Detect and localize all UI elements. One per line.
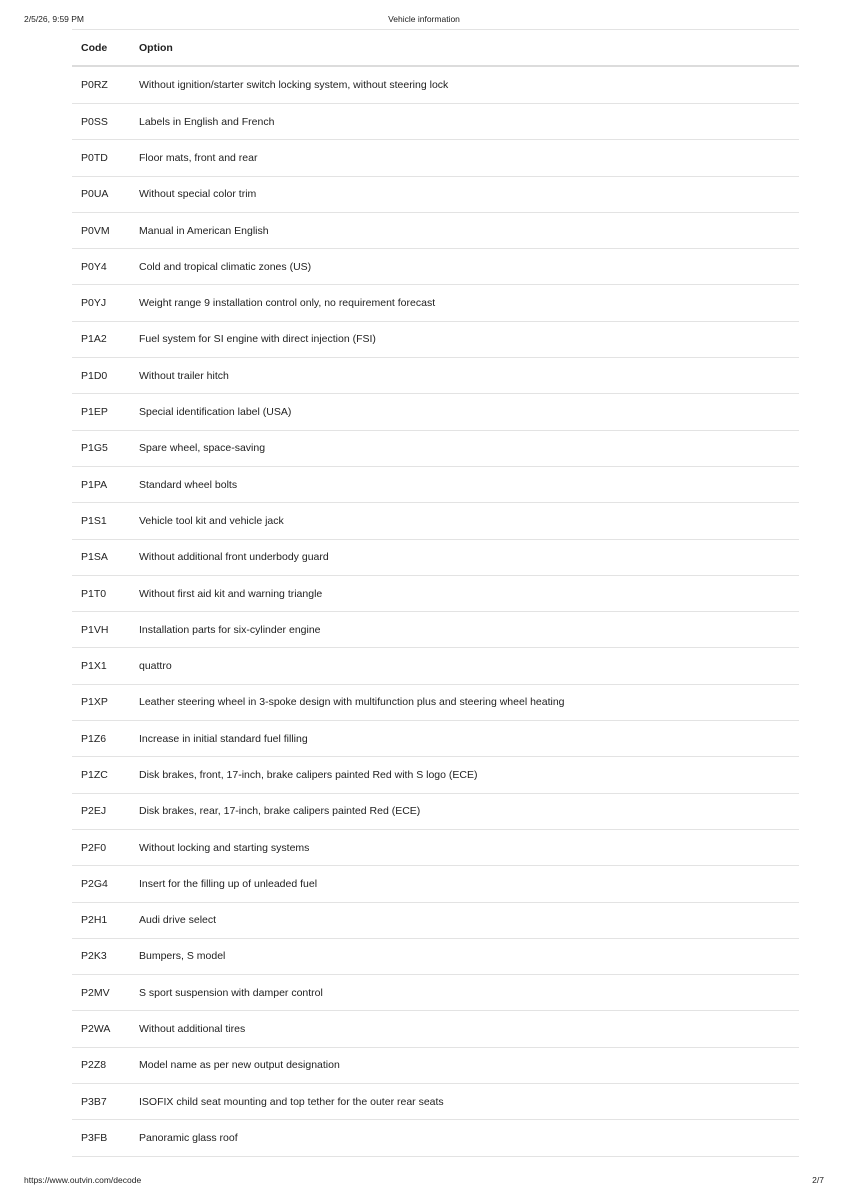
option-description: Without additional tires (130, 1011, 799, 1047)
table-row (72, 176, 799, 212)
table-row (72, 793, 799, 829)
option-code: P2Z8 (72, 1047, 130, 1083)
option-description: Disk brakes, rear, 17-inch, brake calipers painted Red (ECE) (130, 793, 799, 829)
option-description: Installation parts for six-cylinder engine (130, 612, 799, 648)
table-body (72, 66, 799, 1156)
table-row (72, 829, 799, 865)
option-description: Standard wheel bolts (130, 466, 799, 502)
option-description: Without ignition/starter switch locking system, without steering lock (130, 66, 799, 104)
table-row (72, 466, 799, 502)
table-row (72, 358, 799, 394)
option-description: ISOFIX child seat mounting and top tether for the outer rear seats (130, 1084, 799, 1120)
table-row (72, 575, 799, 611)
table-row (72, 394, 799, 430)
option-description: Bumpers, S model (130, 938, 799, 974)
option-description: Labels in English and French (130, 104, 799, 140)
option-description: Without first aid kit and warning triangle (130, 575, 799, 611)
table-row (72, 757, 799, 793)
option-description: Insert for the filling up of unleaded fuel (130, 866, 799, 902)
option-description: Without trailer hitch (130, 358, 799, 394)
option-code: P2G4 (72, 866, 130, 902)
option-code: P1X1 (72, 648, 130, 684)
option-code: P1T0 (72, 575, 130, 611)
option-description: Without locking and starting systems (130, 829, 799, 865)
print-url: https://www.outvin.com/decode (24, 1175, 142, 1185)
table-row (72, 66, 799, 104)
option-code: P0VM (72, 212, 130, 248)
option-code: P2K3 (72, 938, 130, 974)
table-row (72, 721, 799, 757)
table-row (72, 684, 799, 720)
table-row (72, 285, 799, 321)
options-table-container (72, 29, 799, 1157)
option-code: P0UA (72, 176, 130, 212)
option-description: quattro (130, 648, 799, 684)
option-description: Spare wheel, space-saving (130, 430, 799, 466)
option-code: P1S1 (72, 503, 130, 539)
option-code: P0SS (72, 104, 130, 140)
print-title: Vehicle information (388, 14, 460, 24)
table-row (72, 539, 799, 575)
option-code: P1EP (72, 394, 130, 430)
table-row (72, 648, 799, 684)
option-code: P1G5 (72, 430, 130, 466)
table-row (72, 212, 799, 248)
option-code: P1VH (72, 612, 130, 648)
option-description: Cold and tropical climatic zones (US) (130, 249, 799, 285)
option-code: P2WA (72, 1011, 130, 1047)
column-header-option: Option (130, 30, 799, 67)
option-description: Panoramic glass roof (130, 1120, 799, 1156)
option-code: P1D0 (72, 358, 130, 394)
option-description: Audi drive select (130, 902, 799, 938)
option-code: P0YJ (72, 285, 130, 321)
table-row (72, 902, 799, 938)
option-code: P2EJ (72, 793, 130, 829)
header-row (72, 30, 799, 67)
option-description: Without additional front underbody guard (130, 539, 799, 575)
print-footer (0, 1175, 848, 1189)
option-code: P1ZC (72, 757, 130, 793)
option-description: Fuel system for SI engine with direct injection (FSI) (130, 321, 799, 357)
table-row (72, 1047, 799, 1083)
option-code: P1A2 (72, 321, 130, 357)
option-description: Weight range 9 installation control only, no requirement forecast (130, 285, 799, 321)
option-code: P0RZ (72, 66, 130, 104)
table-row (72, 321, 799, 357)
table-row (72, 140, 799, 176)
option-description: Increase in initial standard fuel filling (130, 721, 799, 757)
table-row (72, 249, 799, 285)
print-datetime: 2/5/26, 9:59 PM (24, 14, 85, 24)
page-number: 2/7 (812, 1175, 824, 1185)
option-code: P1XP (72, 684, 130, 720)
option-description: Floor mats, front and rear (130, 140, 799, 176)
table-row (72, 503, 799, 539)
table-row (72, 1011, 799, 1047)
option-code: P2MV (72, 975, 130, 1011)
options-table (72, 29, 799, 1157)
option-description: S sport suspension with damper control (130, 975, 799, 1011)
option-code: P3B7 (72, 1084, 130, 1120)
option-description: Vehicle tool kit and vehicle jack (130, 503, 799, 539)
option-description: Without special color trim (130, 176, 799, 212)
option-description: Disk brakes, front, 17-inch, brake calipers painted Red with S logo (ECE) (130, 757, 799, 793)
option-code: P1PA (72, 466, 130, 502)
option-description: Model name as per new output designation (130, 1047, 799, 1083)
table-row (72, 1084, 799, 1120)
table-row (72, 104, 799, 140)
option-code: P2F0 (72, 829, 130, 865)
option-code: P2H1 (72, 902, 130, 938)
option-code: P3FB (72, 1120, 130, 1156)
table-row (72, 938, 799, 974)
table-row (72, 430, 799, 466)
option-code: P0TD (72, 140, 130, 176)
option-code: P1SA (72, 539, 130, 575)
option-code: P1Z6 (72, 721, 130, 757)
option-description: Special identification label (USA) (130, 394, 799, 430)
table-row (72, 975, 799, 1011)
option-description: Leather steering wheel in 3-spoke design with multifunction plus and steering wheel heating (130, 684, 799, 720)
option-description: Manual in American English (130, 212, 799, 248)
table-row (72, 1120, 799, 1156)
table-row (72, 866, 799, 902)
option-code: P0Y4 (72, 249, 130, 285)
table-row (72, 612, 799, 648)
column-header-code: Code (72, 30, 130, 67)
table-header (72, 30, 799, 67)
print-header (0, 14, 848, 28)
